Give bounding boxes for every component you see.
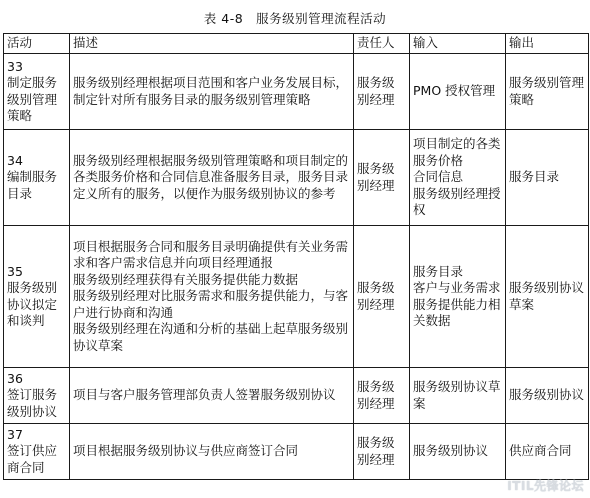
output-cell: 服务级别协议 bbox=[506, 368, 589, 424]
table-row bbox=[4, 424, 589, 480]
activity-number: 35 bbox=[7, 263, 23, 279]
owner-cell: 服务级别经理 bbox=[354, 54, 410, 130]
header-row bbox=[4, 34, 589, 54]
activity-cell bbox=[4, 130, 70, 226]
description-text: 项目与客户服务管理部负责人签署服务级别协议 bbox=[73, 387, 336, 403]
input-cell bbox=[410, 368, 506, 424]
description-cell bbox=[70, 130, 354, 226]
owner-cell: 服务级别经理 bbox=[354, 226, 410, 368]
description-cell bbox=[70, 424, 354, 480]
description-text: 服务级别经理根据服务级别管理策略和项目制定的各类服务价格和合同信息准备服务目录，服务目录定义所有的服务，以便作为服务级别协议的参考 bbox=[73, 152, 349, 201]
description-cell bbox=[70, 368, 354, 424]
description-cell bbox=[70, 54, 354, 130]
output-cell: 服务级别协议草案 bbox=[506, 226, 589, 368]
description-text: 服务级别经理获得有关服务提供能力数据 bbox=[73, 271, 299, 287]
header-input: 输入 bbox=[410, 34, 506, 54]
input-cell bbox=[410, 54, 506, 130]
output-cell: 服务级别管理策略 bbox=[506, 54, 589, 130]
activity-cell bbox=[4, 368, 70, 424]
owner-cell: 服务级别经理 bbox=[354, 368, 410, 424]
output-cell: 供应商合同 bbox=[506, 424, 589, 480]
input-item: 客户与业务需求 bbox=[413, 280, 501, 295]
table-row bbox=[4, 54, 589, 130]
activity-number: 33 bbox=[7, 58, 23, 74]
activity-name: 签订供应商合同 bbox=[7, 443, 58, 475]
description-cell bbox=[70, 226, 354, 368]
input-item: 服务级别经理授权 bbox=[413, 185, 501, 218]
input-cell bbox=[410, 424, 506, 480]
activity-cell bbox=[4, 226, 70, 368]
table-row bbox=[4, 130, 589, 226]
header-output: 输出 bbox=[506, 34, 589, 54]
owner-cell: 服务级别经理 bbox=[354, 130, 410, 226]
input-item: 合同信息 bbox=[413, 169, 464, 185]
input-cell bbox=[410, 226, 506, 368]
description-text: 服务级别经理根据项目范围和客户业务发展目标，制定针对所有服务目录的服务级别管理策略 bbox=[73, 75, 349, 107]
watermark-logo: ITIL先锋论坛 bbox=[507, 479, 584, 493]
activity-name: 服务级别协议拟定和谈判 bbox=[7, 280, 58, 328]
input-item: 服务目录 bbox=[413, 263, 464, 279]
input-item: 服务提供能力相关数据 bbox=[413, 296, 501, 328]
input-item: 项目制定的各类服务价格 bbox=[413, 136, 501, 168]
activity-name: 编制服务目录 bbox=[7, 169, 58, 201]
table-caption: 表 4-8 服务级别管理流程活动 bbox=[203, 11, 387, 26]
description-text: 项目根据服务合同和服务目录明确提供有关业务需求和客户需求信息并向项目经理通报 bbox=[73, 238, 349, 271]
table-row bbox=[4, 226, 589, 368]
activity-number: 37 bbox=[7, 426, 23, 442]
description-text: 服务级别经理在沟通和分析的基础上起草服务级别协议草案 bbox=[73, 321, 349, 353]
header-owner: 责任人 bbox=[354, 34, 410, 54]
activity-name: 制定服务级别管理策略 bbox=[7, 75, 58, 123]
output-cell: 服务目录 bbox=[506, 130, 589, 226]
activity-number: 34 bbox=[7, 152, 23, 168]
process-activity-table bbox=[3, 33, 589, 480]
input-item: PMO 授权管理 bbox=[413, 83, 496, 99]
description-text: 项目根据服务级别协议与供应商签订合同 bbox=[73, 443, 299, 459]
input-cell bbox=[410, 130, 506, 226]
description-text: 服务级别经理对比服务需求和服务提供能力，与客户进行协商和沟通 bbox=[73, 288, 349, 320]
input-item: 服务级别协议 bbox=[413, 443, 489, 459]
table-row bbox=[4, 368, 589, 424]
activity-cell bbox=[4, 424, 70, 480]
activity-name: 签订服务级别协议 bbox=[7, 387, 58, 419]
activity-number: 36 bbox=[7, 370, 23, 386]
header-description: 描述 bbox=[70, 34, 354, 54]
input-item: 服务级别协议草案 bbox=[413, 379, 501, 411]
header-activity: 活动 bbox=[4, 34, 70, 54]
owner-cell: 服务级别经理 bbox=[354, 424, 410, 480]
activity-cell bbox=[4, 54, 70, 130]
